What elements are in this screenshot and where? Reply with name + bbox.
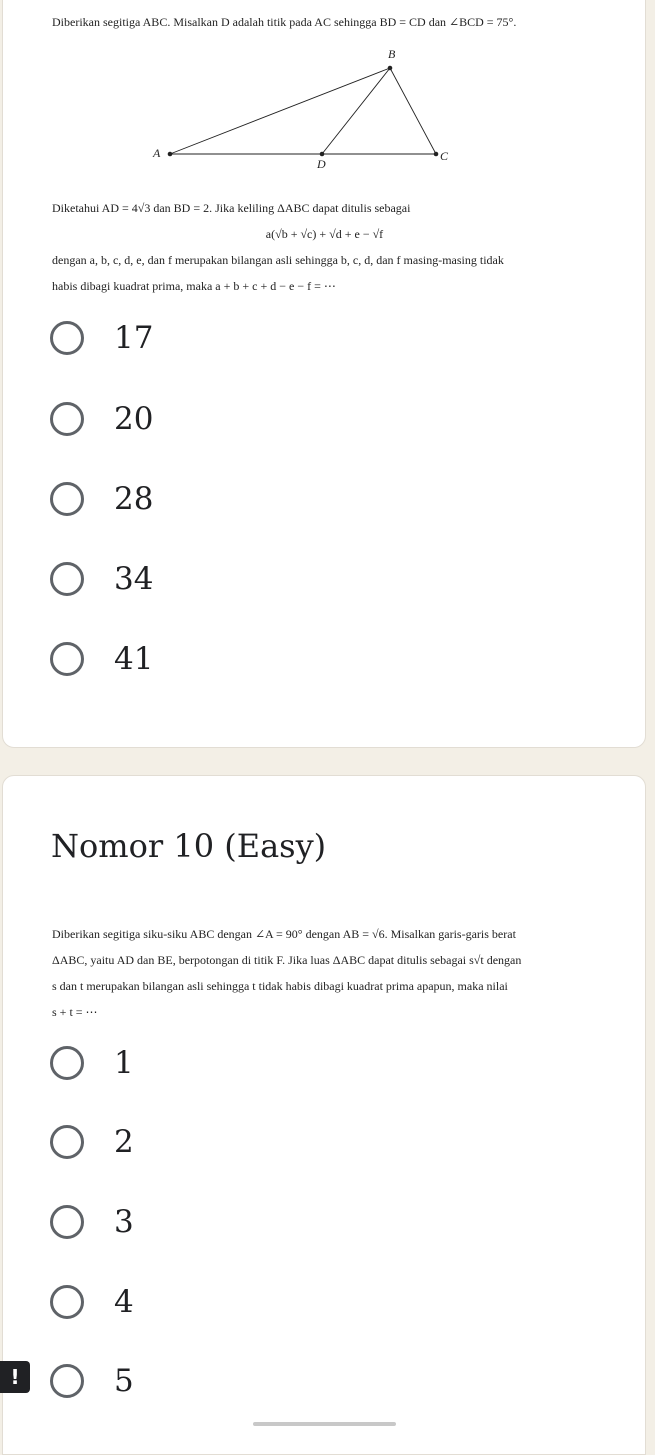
q9-option-2[interactable]: 20: [50, 397, 350, 441]
radio-button[interactable]: [50, 1046, 84, 1080]
radio-button[interactable]: [50, 482, 84, 516]
q9-option-3[interactable]: 28: [50, 477, 350, 521]
question-card-10: [2, 775, 646, 1455]
question-10-body: [52, 921, 597, 1025]
q10-option-1[interactable]: 1: [50, 1041, 350, 1085]
q9-option-1[interactable]: 17: [50, 316, 350, 360]
radio-button[interactable]: [50, 1125, 84, 1159]
label-B: B: [388, 47, 396, 61]
q10-option-3[interactable]: 3: [50, 1200, 350, 1244]
radio-button[interactable]: [50, 321, 84, 355]
question-9-given: Diketahui AD = 4√3 dan BD = 2. Jika keliling ΔABC dapat ditulis sebagai: [52, 201, 411, 215]
radio-button[interactable]: [50, 562, 84, 596]
radio-button[interactable]: [50, 642, 84, 676]
radio-button[interactable]: [50, 1205, 84, 1239]
label-C: C: [440, 149, 449, 163]
question-9-condition-1: dengan a, b, c, d, e, dan f merupakan bilangan asli sehingga b, c, d, dan f masing-masing tidak: [52, 253, 504, 267]
question-9-body: [52, 195, 597, 299]
question-9-intro: Diberikan segitiga ABC. Misalkan D adalah titik pada AC sehingga BD = CD dan ∠BCD = 75°.: [52, 15, 517, 29]
question-10-line-3: s dan t merupakan bilangan asli sehingga t tidak habis dibagi kuadrat prima apapun, maka nilai: [52, 979, 508, 993]
gesture-nav-handle[interactable]: [253, 1422, 396, 1426]
radio-button[interactable]: [50, 1285, 84, 1319]
triangle-figure: [150, 44, 460, 174]
q9-option-5[interactable]: 41: [50, 637, 350, 681]
q9-option-4[interactable]: 34: [50, 557, 350, 601]
report-flag-icon[interactable]: !: [0, 1361, 30, 1393]
question-10-line-4: s + t = ⋯: [52, 1005, 98, 1019]
question-10-title: Nomor 10 (Easy): [51, 827, 327, 865]
radio-button[interactable]: [50, 402, 84, 436]
q10-option-2[interactable]: 2: [50, 1120, 350, 1164]
question-9-formula: a(√b + √c) + √d + e − √f: [265, 227, 384, 241]
q10-option-4[interactable]: 4: [50, 1280, 350, 1324]
question-10-line-2: ΔABC, yaitu AD dan BE, berpotongan di titik F. Jika luas ΔABC dapat ditulis sebagai s√t dengan: [52, 953, 522, 967]
radio-button[interactable]: [50, 1364, 84, 1398]
label-A: A: [153, 146, 161, 160]
q10-option-5[interactable]: 5: [50, 1359, 350, 1403]
label-D: D: [317, 157, 326, 171]
question-10-line-1: Diberikan segitiga siku-siku ABC dengan ∠A = 90° dengan AB = √6. Misalkan garis-garis berat: [52, 927, 516, 941]
question-9-condition-2: habis dibagi kuadrat prima, maka a + b + c + d − e − f = ⋯: [52, 279, 336, 293]
